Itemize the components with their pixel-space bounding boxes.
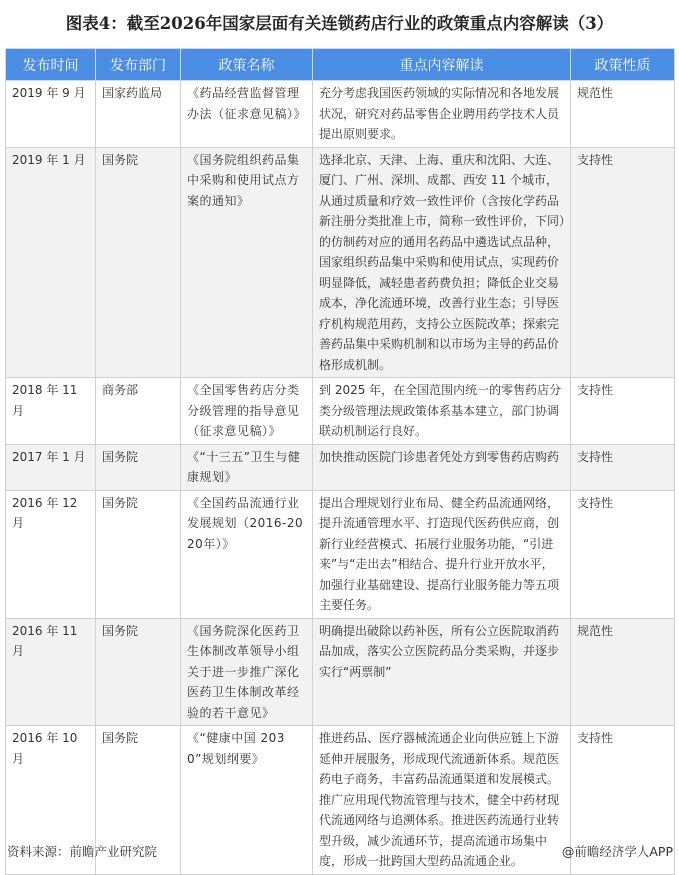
cell-nature: 支持性 xyxy=(571,490,675,618)
cell-policy: 《“健康中国 2030”规划纲要》 xyxy=(181,726,313,875)
cell-content: 提出合理规划行业布局、健全药品流通网络，提升流通管理水平、打造现代医药供应商，创新行业经营模式、拓展行业服务功能，“引进来”与“走出去”相结合、提升行业开放水平，加强行业基础建设、提高行业服务能力等五项主要任务。 xyxy=(313,490,571,618)
cell-date: 2019 年 9 月 xyxy=(6,81,96,148)
table-row xyxy=(6,147,675,378)
cell-nature: 规范性 xyxy=(571,81,675,148)
brand-credit: @前瞻经济学人APP xyxy=(561,844,673,859)
cell-dept: 商务部 xyxy=(96,378,181,445)
cell-content: 明确提出破除以药补医，所有公立医院取消药品加成，落实公立医院药品分类采购，并逐步实行“两票制” xyxy=(313,618,571,726)
cell-date: 2017 年 1 月 xyxy=(6,444,96,490)
cell-policy: 《全国零售药店分类分级管理的指导意见（征求意见稿）》 xyxy=(181,378,313,445)
table-row xyxy=(6,378,675,445)
cell-nature: 支持性 xyxy=(571,444,675,490)
cell-policy: 《国务院组织药品集中采购和使用试点方案的通知》 xyxy=(181,147,313,378)
cell-dept: 国务院 xyxy=(96,618,181,726)
table-row xyxy=(6,444,675,490)
cell-date: 2019 年 1 月 xyxy=(6,147,96,378)
cell-nature: 支持性 xyxy=(571,147,675,378)
cell-policy: 《药品经营监督管理办法（征求意见稿）》 xyxy=(181,81,313,148)
cell-content: 到 2025 年，在全国范围内统一的零售药店分类分级管理法规政策体系基本建立，部门协调联动机制运行良好。 xyxy=(313,378,571,445)
header-content: 重点内容解读 xyxy=(313,49,571,81)
cell-date: 2016 年 12 月 xyxy=(6,490,96,618)
cell-dept: 国务院 xyxy=(96,490,181,618)
table-row xyxy=(6,81,675,148)
cell-content: 加快推动医院门诊患者凭处方到零售药店购药 xyxy=(313,444,571,490)
cell-policy: 《国务院深化医药卫生体制改革领导小组关于进一步推广深化医药卫生体制改革经验的若干意见》 xyxy=(181,618,313,726)
chart-title: 图表4：截至2026年国家层面有关连锁药店行业的政策重点内容解读（3） xyxy=(65,14,614,33)
table-row xyxy=(6,490,675,618)
cell-date: 2016 年 11 月 xyxy=(6,618,96,726)
header-nature: 政策性质 xyxy=(571,49,675,81)
cell-nature: 支持性 xyxy=(571,726,675,875)
cell-content: 推进药品、医疗器械流通企业向供应链上下游延伸开展服务，形成现代流通新体系。规范医药电子商务，丰富药品流通渠道和发展模式。推广应用现代物流管理与技术，健全中药材现代流通网络与追溯体系。推进医药流通行业转型升级，减少流通环节，提高流通市场集中度，形成一批跨国大型药品流通企业。 xyxy=(313,726,571,875)
policy-table xyxy=(5,48,675,875)
cell-dept: 国务院 xyxy=(96,726,181,875)
cell-policy: 《“十三五”卫生与健康规划》 xyxy=(181,444,313,490)
table-header-row xyxy=(6,49,675,81)
cell-nature: 支持性 xyxy=(571,378,675,445)
cell-date: 2018 年 11 月 xyxy=(6,378,96,445)
header-dept: 发布部门 xyxy=(96,49,181,81)
cell-date: 2016 年 10 月 xyxy=(6,726,96,875)
cell-dept: 国家药监局 xyxy=(96,81,181,148)
cell-dept: 国务院 xyxy=(96,147,181,378)
cell-content: 选择北京、天津、上海、重庆和沈阳、大连、厦门、广州、深圳、成都、西安 11 个城市，从通过质量和疗效一致性评价（含按化学药品新注册分类批准上市，简称一致性评价，下同）的仿制药对应的通用名药品中遴选试点品种，国家组织药品集中采购和使用试点，实现药价明显降低，减轻患者药费负担；降低企业交易成本，净化流通环境，改善行业生态；引导医疗机构规范用药，支持公立医院改革；探索完善药品集中采购机制和以市场为主导的药品价格形成机制。 xyxy=(313,147,571,378)
source-note: 资料来源：前瞻产业研究院 xyxy=(7,844,158,859)
cell-dept: 国务院 xyxy=(96,444,181,490)
header-policy: 政策名称 xyxy=(181,49,313,81)
cell-content: 充分考虑我国医药领域的实际情况和各地发展状况，研究对药品零售企业聘用药学技术人员提出原则要求。 xyxy=(313,81,571,148)
table-row xyxy=(6,618,675,726)
cell-policy: 《全国药品流通行业发展规划（2016-2020年）》 xyxy=(181,490,313,618)
header-date: 发布时间 xyxy=(6,49,96,81)
cell-nature: 规范性 xyxy=(571,618,675,726)
